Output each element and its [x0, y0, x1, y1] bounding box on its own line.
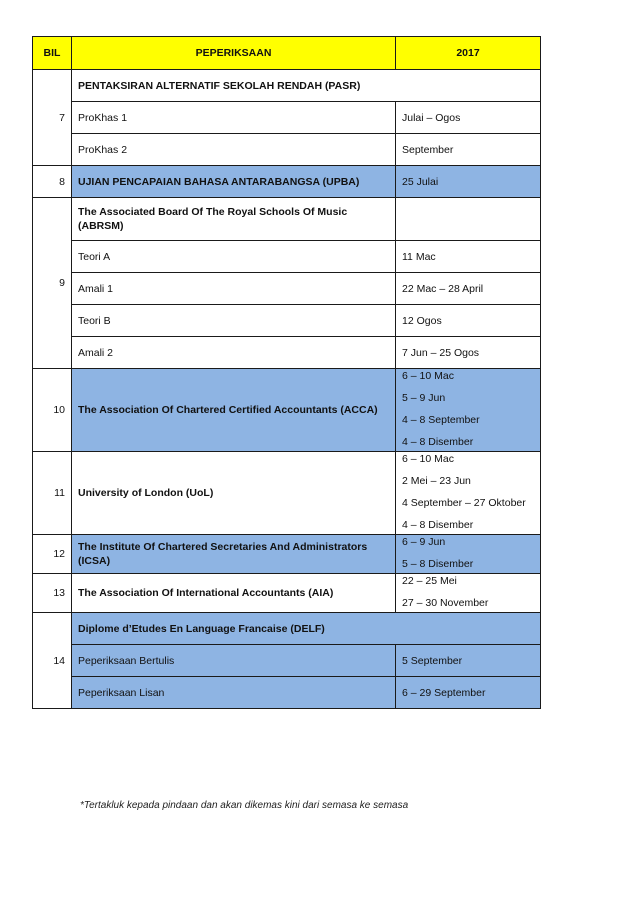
- row-abrsm: [33, 198, 541, 241]
- row-number: 14: [33, 613, 72, 709]
- sub-exam-name: Amali 2: [72, 337, 396, 369]
- row-upba: [33, 166, 541, 198]
- date-line: 5 – 9 Jun: [402, 392, 446, 404]
- sub-exam-date: 12 Ogos: [396, 305, 541, 337]
- date-line: 6 – 10 Mac: [402, 453, 454, 465]
- exam-title: The Association Of Chartered Certified Accountants (ACCA): [72, 369, 396, 452]
- header-bil: BIL: [33, 37, 72, 70]
- exam-title: University of London (UoL): [72, 452, 396, 535]
- sub-exam-name: Peperiksaan Lisan: [72, 677, 396, 709]
- row-number: 13: [33, 574, 72, 613]
- header-row: [33, 37, 541, 70]
- row-number: 10: [33, 369, 72, 452]
- exam-title: PENTAKSIRAN ALTERNATIF SEKOLAH RENDAH (PASR): [72, 70, 541, 102]
- date-line: 4 September – 27 Oktober: [402, 497, 526, 509]
- exam-dates: [396, 574, 541, 613]
- sub-exam-date: 11 Mac: [396, 241, 541, 273]
- date-line: 4 – 8 September: [402, 414, 480, 426]
- date-line: 4 – 8 Disember: [402, 519, 474, 531]
- sub-exam-name: Amali 1: [72, 273, 396, 305]
- exam-title: The Institute Of Chartered Secretaries And Administrators (ICSA): [72, 535, 396, 574]
- exam-date: 25 Julai: [396, 166, 541, 198]
- sub-exam-name: ProKhas 1: [72, 102, 396, 134]
- exam-title: The Association Of International Accountants (AIA): [72, 574, 396, 613]
- row-number: 7: [33, 70, 72, 166]
- sub-exam-name: ProKhas 2: [72, 134, 396, 166]
- row-pasr: [33, 70, 541, 102]
- footnote: *Tertakluk kepada pindaan dan akan dikemas kini dari semasa ke semasa: [80, 800, 409, 811]
- date-line: 27 – 30 November: [402, 597, 489, 609]
- sub-exam-date: 22 Mac – 28 April: [396, 273, 541, 305]
- date-line: 2 Mei – 23 Jun: [402, 475, 471, 487]
- sub-exam-name: Peperiksaan Bertulis: [72, 645, 396, 677]
- exam-title: The Associated Board Of The Royal Schools Of Music (ABRSM): [72, 198, 396, 241]
- exam-title: UJIAN PENCAPAIAN BAHASA ANTARABANGSA (UPBA): [72, 166, 396, 198]
- sub-exam-date: September: [396, 134, 541, 166]
- row-acca: [33, 369, 541, 452]
- date-line: 5 – 8 Disember: [402, 558, 474, 570]
- sub-exam-date: 5 September: [396, 645, 541, 677]
- exam-title: Diplome d’Etudes En Language Francaise (DELF): [72, 613, 541, 645]
- row-number: 11: [33, 452, 72, 535]
- row-aia: [33, 574, 541, 613]
- sub-row: [33, 102, 541, 134]
- sub-row: [33, 134, 541, 166]
- row-icsa: [33, 535, 541, 574]
- exam-date-empty: [396, 198, 541, 241]
- sub-exam-name: Teori B: [72, 305, 396, 337]
- date-line: 4 – 8 Disember: [402, 436, 474, 448]
- exam-dates: [396, 369, 541, 452]
- sub-row: [33, 337, 541, 369]
- exam-dates: [396, 452, 541, 535]
- row-number: 12: [33, 535, 72, 574]
- sub-row: [33, 677, 541, 709]
- row-number: 9: [33, 198, 72, 369]
- header-peperiksaan: PEPERIKSAAN: [72, 37, 396, 70]
- date-line: 6 – 10 Mac: [402, 370, 454, 382]
- sub-row: [33, 273, 541, 305]
- sub-row: [33, 241, 541, 273]
- sub-exam-date: 6 – 29 September: [396, 677, 541, 709]
- header-year: 2017: [396, 37, 541, 70]
- exam-dates: [396, 535, 541, 574]
- row-number: 8: [33, 166, 72, 198]
- sub-exam-date: Julai – Ogos: [396, 102, 541, 134]
- date-line: 22 – 25 Mei: [402, 575, 457, 587]
- row-uol: [33, 452, 541, 535]
- sub-row: [33, 305, 541, 337]
- sub-exam-name: Teori A: [72, 241, 396, 273]
- row-delf: [33, 613, 541, 645]
- exam-schedule-table: [32, 36, 541, 709]
- sub-exam-date: 7 Jun – 25 Ogos: [396, 337, 541, 369]
- date-line: 6 – 9 Jun: [402, 536, 446, 548]
- sub-row: [33, 645, 541, 677]
